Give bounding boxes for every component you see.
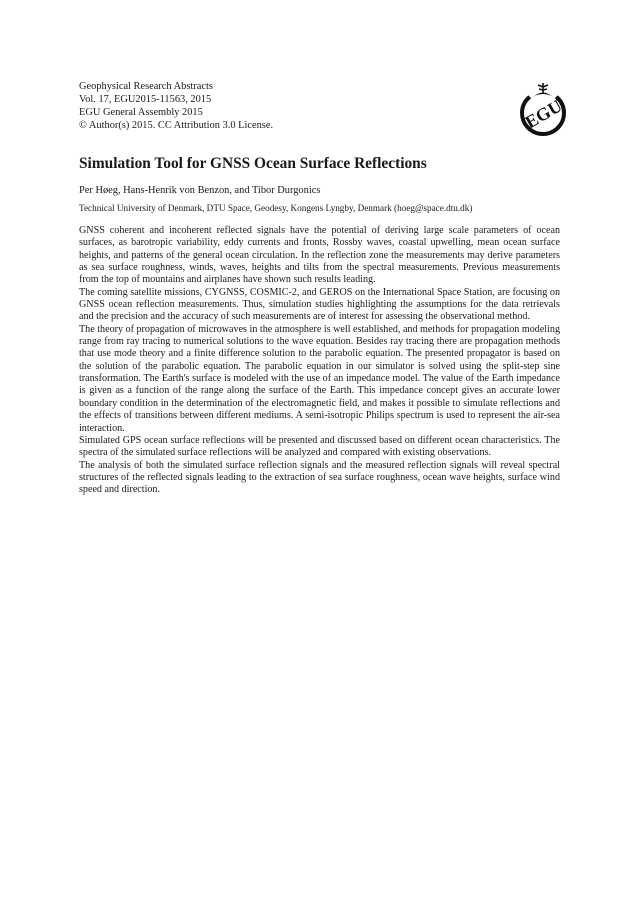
assembly-info: EGU General Assembly 2015 bbox=[79, 107, 203, 118]
abstract-paragraph: The theory of propagation of microwaves in the atmosphere is well established, and methods for propagation modeling range from ray tracing to numerical solutions to the wave equation. Besides ray tracing there are propagation methods that use mode theory and a finite difference solution to the parabolic equation. The presented propagator is based on the solution of the parabolic equation. The parabolic equation in our simulator is solved using the split-step sine transformation. The Earth's surface is modeled with the use of an impedance model. The value of the Earth impedance is given as a function of the range along the surface of the Earth. This impedance concept gives an accurate lower boundary condition in the determination of the electromagnetic field, and makes it possible to simulate reflections and the effects of transitions between different mediums. A semi-isotropic Philips spectrum is used to represent the air-sea interaction. bbox=[79, 323, 560, 434]
license-info: © Author(s) 2015. CC Attribution 3.0 License. bbox=[79, 120, 274, 131]
author-list: Per Høeg, Hans-Henrik von Benzon, and Tibor Durgonics bbox=[79, 185, 321, 196]
abstract-paragraph: The analysis of both the simulated surface reflection signals and the measured reflection signals will reveal spectral structures of the reflected signals leading to the extraction of sea surface roughness, ocean wave heights, surface wind speed and direction. bbox=[79, 459, 560, 496]
egu-logo bbox=[516, 80, 570, 140]
logo-text: EGU bbox=[521, 95, 566, 133]
abstract-paragraph: GNSS coherent and incoherent reflected signals have the potential of deriving large scale parameters of ocean surfaces, as barotropic variability, eddy currents and fronts, Rossby waves, coastal upwelling, mean ocean surface heights, and patterns of the general ocean circulation. In the reflection zone the measurements may derive parameters as sea surface roughness, winds, waves, heights and tilts from the spectral measurements. Previous measurements from the top of mountains and airplanes have shown such results leading. bbox=[79, 225, 560, 286]
affiliation: Technical University of Denmark, DTU Space, Geodesy, Kongens Lyngby, Denmark (hoeg@space.dtu.dk) bbox=[79, 203, 473, 213]
volume-info: Vol. 17, EGU2015-11563, 2015 bbox=[79, 94, 212, 105]
abstract-paragraph: Simulated GPS ocean surface reflections will be presented and discussed based on different ocean characteristics. The spectra of the simulated surface reflections will be analyzed and compared with existing observations. bbox=[79, 434, 560, 459]
paper-title: Simulation Tool for GNSS Ocean Surface Reflections bbox=[79, 155, 427, 172]
journal-name: Geophysical Research Abstracts bbox=[79, 81, 213, 92]
journal-header bbox=[79, 80, 273, 132]
abstract-paragraph: The coming satellite missions, CYGNSS, COSMIC-2, and GEROS on the International Space Station, are focusing on GNSS ocean reflection measurements. Thus, simulation studies highlighting the assumptions for the data retrievals and the precision and the accuracy of such measurements are of interest for assessing the observational method. bbox=[79, 286, 560, 323]
abstract-body bbox=[79, 225, 560, 497]
